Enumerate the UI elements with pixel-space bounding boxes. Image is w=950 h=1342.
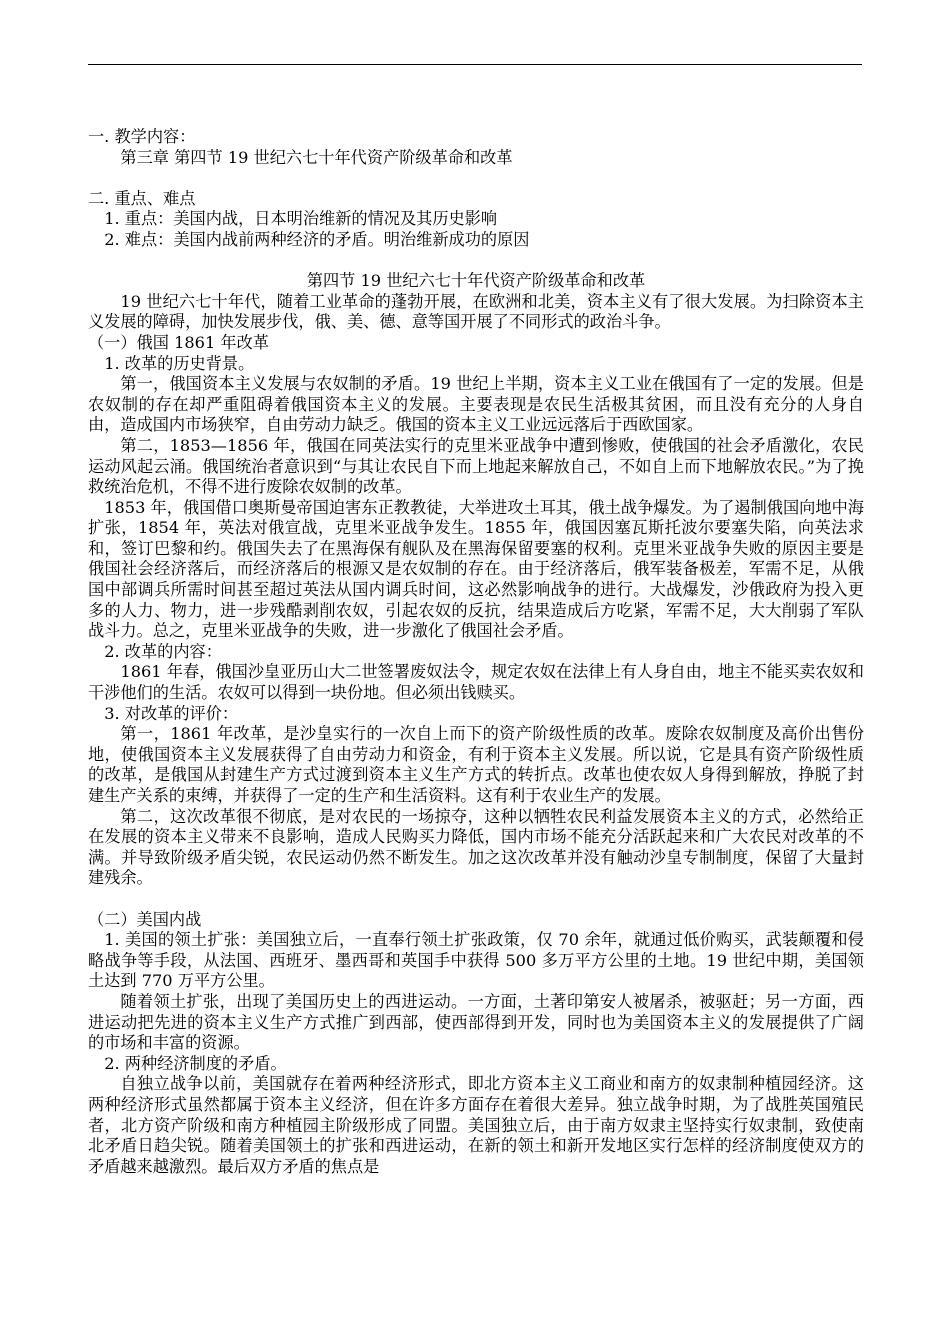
paragraph-usa-2: 自独立战争以前，美国就存在着两种经济形式，即北方资本主义工商业和南方的奴隶制种植园经济。这两种经济形式虽然都属于资本主义经济，但在许多方面存在着很大差异。独立战争时期，为了战胜英国殖民者，北方资产阶级和南方种植园主阶级形成了同盟。美国独立后，由于南方奴隶主坚持实行奴隶制，致使南北矛盾日趋尖锐。随着美国领土的扩张和西进运动，在新的领土和新开发地区实行怎样的经济制度使双方的矛盾越来越激烈。最后双方矛盾的焦点是 (88, 1074, 864, 1176)
paragraph-russia-2: 1861 年春，俄国沙皇亚历山大二世签署废奴法令，规定农奴在法律上有人身自由，地主不能买卖农奴和干涉他们的生活。农奴可以得到一块份地。但必须出钱赎买。 (88, 662, 864, 703)
heading-usa-2: 2. 两种经济制度的矛盾。 (104, 1053, 287, 1073)
paragraph-usa-1b: 随着领土扩张，出现了美国历史上的西进运动。一方面，土著印第安人被屠杀，被驱赶；另一方面，西进运动把先进的资本主义生产方式推广到西部，使西部得到开发，同时也为美国资本主义的发展提供了广阔的市场和丰富的资源。 (88, 991, 864, 1053)
article-title: 第四节 19 世纪六七十年代资产阶级革命和改革 (306, 271, 646, 291)
paragraph-russia-1a: 第一，俄国资本主义发展与农奴制的矛盾。19 世纪上半期，资本主义工业在俄国有了一定的发展。但是农奴制的存在却严重阻碍着俄国资本主义的发展。主要表现是农民生活极其贫困，而且没有充分的人身自由，造成国内市场狭窄，自由劳动力缺乏。俄国的资本主义工业远远落后于西欧国家。 (88, 374, 864, 435)
heading-usa: （二）美国内战 (88, 909, 202, 929)
paragraph-russia-1c: 1853 年，俄国借口奥斯曼帝国迫害东正教教徒，大举进攻土耳其，俄土战争爆发。为了遏制俄国向地中海扩张，1854 年，英法对俄宣战，克里米亚战争发生。1855 年，俄国因塞瓦斯托波尔要塞失陷，向英法求和，签订巴黎和约。俄国失去了在黑海保有舰队及在黑海保留要塞的权利。克里米亚战争失败的原因主要是俄国社会经济落后，而经济落后的根源又是农奴制的存在。由于经济落后，俄军装备极差，军需不足，从俄国中部调兵所需时间甚至超过英法从国内调兵时间，这必然影响战争的进行。大战爆发，沙俄政府为投入更多的人力、物力，进一步残酷剥削农奴，引起农奴的反抗，结果造成后方吃紧，军需不足，大大削弱了军队战斗力。总之，克里米亚战争的失败，进一步激化了俄国社会矛盾。 (88, 497, 864, 641)
heading-russia-1: 1. 改革的历史背景。 (104, 353, 255, 373)
paragraph-intro: 19 世纪六七十年代，随着工业革命的蓬勃开展，在欧洲和北美，资本主义有了很大发展。为扫除资本主义发展的障碍，加快发展步伐，俄、美、德、意等国开展了不同形式的政治斗争。 (88, 291, 864, 332)
heading-russia-2: 2. 改革的内容： (104, 641, 222, 661)
document-body (88, 127, 864, 1177)
header-rule (88, 64, 862, 65)
paragraph-usa-1: 1. 美国的领土扩张：美国独立后，一直奉行领土扩张政策，仅 70 余年，就通过低价购买，武装颠覆和侵略战争等手段，从法国、西班牙、墨西哥和英国手中获得 500 多万平方公里的土地。19 世纪中期，美国领土达到 770 万平方公里。 (88, 930, 864, 991)
paragraph-russia-3a: 第一，1861 年改革，是沙皇实行的一次自上而下的资产阶级性质的改革。废除农奴制度及高价出售份地，使俄国资本主义发展获得了自由劳动力和资金，有利于资本主义发展。所以说，它是具有资产阶级性质的改革，是俄国从封建生产方式过渡到资本主义生产方式的转折点。改革也使农奴人身得到解放，挣脱了封建生产关系的束缚，并获得了一定的生产和生活资料。这有利于农业生产的发展。 (88, 724, 864, 805)
section-2-title: 二. 重点、难点 (88, 188, 196, 208)
section-2-item-2: 2. 难点：美国内战前两种经济的矛盾。明治维新成功的原因 (104, 229, 530, 249)
section-1-title: 一. 教学内容： (88, 127, 196, 146)
paragraph-russia-3b: 第二，这次改革很不彻底，是对农民的一场掠夺，这种以牺牲农民利益发展资本主义的方式，必然给正在发展的资本主义带来不良影响，造成人民购买力降低，国内市场不能充分活跃起来和广大农民对改革的不满。并导致阶级矛盾尖锐，农民运动仍然不断发生。加之这次改革并没有触动沙皇专制制度，保留了大量封建残余。 (88, 806, 864, 888)
paragraph-russia-1b: 第二，1853—1856 年，俄国在同英法实行的克里米亚战争中遭到惨败，使俄国的社会矛盾激化，农民运动风起云涌。俄国统治者意识到“与其让农民自下而上地起来解放自己，不如自上而下地解放农民。”为了挽救统治危机，不得不进行废除农奴制的改革。 (88, 435, 864, 497)
section-2-item-1: 1. 重点：美国内战，日本明治维新的情况及其历史影响 (104, 209, 498, 229)
section-1-body: 第三章 第四节 19 世纪六七十年代资产阶级革命和改革 (120, 147, 513, 167)
heading-russia-3: 3. 对改革的评价： (104, 703, 239, 723)
heading-russia: （一）俄国 1861 年改革 (88, 332, 269, 352)
